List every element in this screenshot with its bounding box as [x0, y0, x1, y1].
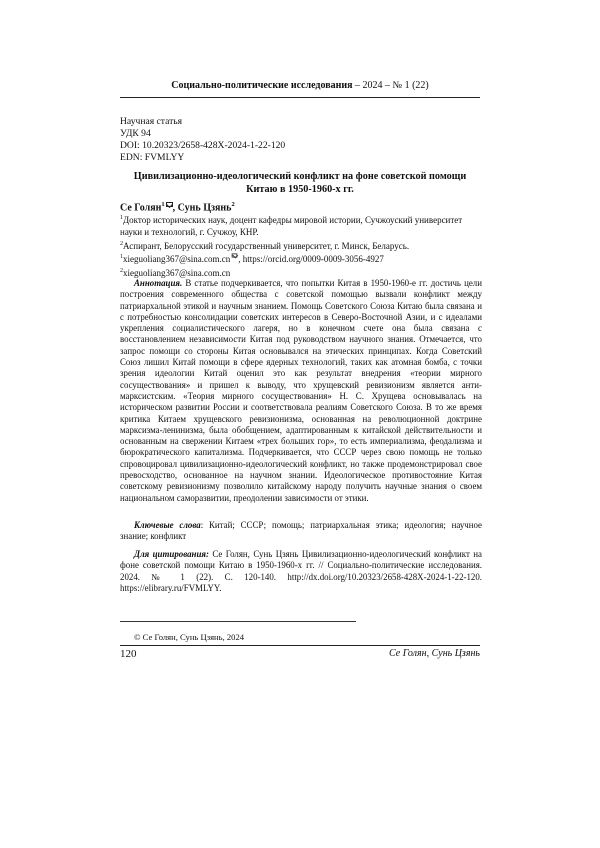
journal-header	[120, 80, 480, 91]
affiliations	[120, 213, 482, 280]
author-2: Сунь Цзянь	[177, 202, 232, 214]
contact-2-email[interactable]: xieguoliang367@sina.com.cn	[123, 268, 231, 279]
affiliation-2-text: Аспирант, Белорусский государственный университет, г. Минск, Беларусь.	[123, 240, 410, 251]
udc: УДК 94	[120, 128, 151, 139]
footnote-rule	[120, 621, 356, 622]
mail-icon	[232, 254, 238, 258]
citation-text: Се Голян, Сунь Цзянь Цивилизационно-идеологический конфликт на фоне советской помощи Китаю в 1950-1960-х гг. // Социально-политические исследования. 2024. № 1 (22). С. 120-140. http://dx.doi.org/10.20323/2658-428X-2024-1-22-120. https://elibrary.ru/FVMLYY.	[120, 549, 482, 593]
author-list	[120, 201, 235, 213]
article-type: Научная статья	[120, 116, 183, 127]
copyright: © Се Голян, Сунь Цзянь, 2024	[134, 632, 245, 642]
author-1-sup: 1	[161, 201, 165, 208]
running-authors: Се Голян, Сунь Цзянь	[389, 648, 480, 659]
affiliation-1-sup: 1	[120, 215, 123, 221]
affiliation-2-sup: 2	[120, 240, 123, 247]
edn: EDN: FVMLYY	[120, 152, 185, 163]
citation	[120, 549, 482, 594]
contact-2-sup: 2	[120, 268, 123, 275]
affiliation-2	[120, 239, 482, 253]
author-separator: ,	[172, 202, 178, 214]
journal-name: Социально-политические исследования	[171, 80, 353, 91]
article-meta	[120, 116, 285, 164]
keywords-text: : Китай; СССР; помощь; патриархальная этика; идеология; научное знание; конфликт	[120, 520, 482, 542]
author-1: Се Голян	[120, 202, 162, 214]
keywords	[120, 520, 482, 543]
article-title	[120, 170, 480, 196]
title-line-1: Цивилизационно-идеологический конфликт на фоне советской помощи	[133, 171, 467, 182]
contact-1-email[interactable]: xieguoliang367@sina.com.cn	[123, 254, 231, 265]
footer-rule	[120, 645, 480, 646]
citation-label: Для цитирования:	[134, 549, 209, 559]
doi: DOI: 10.20323/2658-428X-2024-1-22-120	[120, 140, 286, 151]
contact-1-orcid[interactable]: , https://orcid.org/0009-0009-3056-4927	[238, 254, 384, 265]
journal-issue: – 2024 – № 1 (22)	[352, 80, 429, 91]
header-rule	[120, 97, 480, 98]
page-number: 120	[120, 648, 137, 660]
author-2-sup: 2	[231, 201, 235, 208]
title-line-2: Китаю в 1950-1960-х гг.	[246, 184, 354, 195]
keywords-label: Ключевые слова	[134, 520, 201, 530]
abstract-text: В статье подчеркивается, что попытки Китая в 1950-1960-е гг. достичь цели построения современного общества с советской помощью вызвали конфликт между патриархальной этикой и научным знанием. Помощь Советского Союза Китаю была связана и с потребностью консолидации советских интересов в Северо-Восточной Азии, и с идеалами укрепления социалистического лагеря, но в конечном счете она была связана с восстановлением независимости Китая под руководством научного знания. Отмечается, что запрос помощи со стороны Китая основывался на этических принципах. Когда Советский Союз лишил Китай помощи в сфере ядерных технологий, таких как атомная бомба, с точки зрения идеологии Китай оценил это как результат внедрения «теории мирного сосуществования» и пришел к выводу, что хрущевский ревизионизм является анти-марксистским. «Теория мирного сосуществования» Н. С. Хрущева основывалась на историческом развитии России и соответствовала реалиям Советского Союза. В то же время критика Китаем хрущевского ревизионизма, основанная на революционной доктрине марксизма-ленинизма, была обобщением, адаптированным к китайской действительности и основанным на свержении Китаем «трех больших гор», то есть империализма, феодализма и бюрократического капитализма. Подчеркивается, что СССР через свою помощь не только спровоцировал цивилизационно-идеологический конфликт, но также продемонстрировал свое превосходство, основанное на научном знании. Идеологическое противостояние Китая советскому ревизионизму позволило китайскому народу получить научные знания о своем национальном саморазвитии, преодолении зависимости от этики.	[120, 278, 482, 503]
mail-icon	[166, 202, 173, 207]
affiliation-1-text: Доктор исторических наук, доцент кафедры мировой истории, Сучжоуский университет науки и технологий, г. Сучжоу, КНР.	[120, 215, 463, 237]
contact-1	[120, 252, 482, 266]
contact-1-sup: 1	[120, 254, 123, 261]
abstract	[120, 278, 482, 504]
abstract-label: Аннотация.	[134, 278, 183, 288]
affiliation-1	[120, 213, 482, 239]
